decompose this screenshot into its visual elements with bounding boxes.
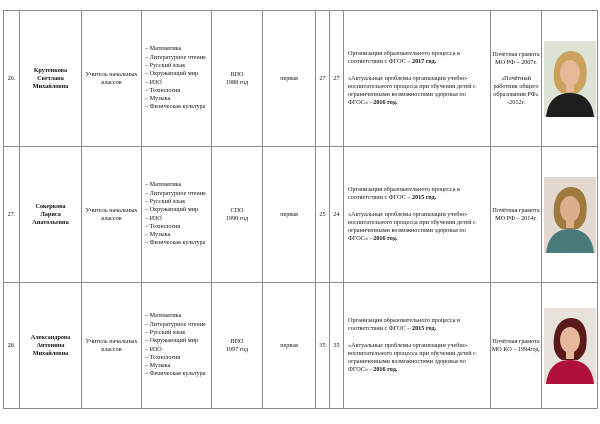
- subject-item: – Русский язык: [145, 61, 186, 69]
- experience-total: 25: [316, 147, 330, 283]
- experience-pedagogical: 35: [330, 283, 344, 409]
- subject-item: – Технология: [145, 86, 181, 94]
- subject-item: – Литературное чтение: [145, 53, 206, 61]
- row-number: 28.: [4, 283, 20, 409]
- experience-pedagogical: 24: [330, 147, 344, 283]
- award-item: Почётная грамота МО РФ – 2014г.: [492, 206, 540, 222]
- teacher-name-line: Антонина: [36, 341, 65, 349]
- teacher-name: [20, 283, 82, 409]
- education-line: ВПО: [230, 70, 244, 78]
- staff-table: [3, 10, 598, 409]
- experience-pedagogical: 27: [330, 11, 344, 147]
- teacher-name-line: Александрова: [30, 333, 71, 341]
- subject-item: – Литературное чтение: [145, 320, 206, 328]
- row-number: 26.: [4, 11, 20, 147]
- subject-item: – Музыка: [145, 362, 171, 370]
- subject-item: – Физическая культура: [145, 103, 206, 111]
- course-item: «Актуальные проблемы организации учебно-воспитательного процесса при обучении детей с ограниченными возможностями здоровья по ФГОС» - 2016 год.: [348, 342, 476, 373]
- teacher-name-line: Крутенкова: [33, 66, 68, 74]
- subjects-list: [145, 312, 211, 378]
- photo-face: [560, 196, 580, 222]
- row-number: 27.: [4, 147, 20, 283]
- award-item: Почётная грамота МО РФ – 2007г.: [492, 50, 540, 66]
- subject-item: – Литературное чтение: [145, 189, 206, 197]
- course-item: «Актуальные проблемы организации учебно-воспитательного процесса при обучении детей с ограниченными возможностями здоровья по ФГОС» - 2016 год.: [348, 211, 476, 242]
- subject-item: – Технология: [145, 222, 181, 230]
- table-body: [4, 11, 598, 409]
- awards-cell: [491, 283, 542, 409]
- education-line: 1990 год: [225, 214, 249, 222]
- subject-item: – Математика: [145, 45, 182, 53]
- course-item: Организация образовательного процесса в соответствии с ФГОС – 2015 год.: [348, 317, 460, 332]
- photo-neck: [566, 220, 574, 228]
- courses-cell: [344, 283, 491, 409]
- award-item: «Почётный работник общего образования РФ» -2012г.: [493, 74, 539, 106]
- teacher-position: Учитель начальных классов: [82, 283, 142, 409]
- teacher-name: [20, 147, 82, 283]
- course-list: [348, 186, 487, 243]
- courses-cell: [344, 147, 491, 283]
- subject-item: – Математика: [145, 312, 182, 320]
- education-cell: [212, 11, 263, 147]
- subjects-cell: [142, 11, 212, 147]
- subjects-list: [145, 181, 211, 247]
- table-row: [4, 283, 598, 409]
- teacher-name-line: Михайловна: [32, 82, 69, 90]
- experience-total: 35: [316, 283, 330, 409]
- course-item: Организация образовательного процесса в соответствии с ФГОС – 2017 год.: [348, 50, 460, 65]
- awards-cell: [491, 11, 542, 147]
- teacher-name-line: Светлана: [37, 74, 64, 82]
- teacher-photo: [544, 308, 596, 384]
- subject-item: – Физическая культура: [145, 370, 206, 378]
- subject-item: – Русский язык: [145, 328, 186, 336]
- subjects-cell: [142, 147, 212, 283]
- subject-item: – Русский язык: [145, 197, 186, 205]
- photo-cell: [542, 11, 598, 147]
- subject-item: – Физическая культура: [145, 239, 206, 247]
- table-row: [4, 11, 598, 147]
- photo-cell: [542, 147, 598, 283]
- course-item: «Актуальные проблемы организации учебно-воспитательного процесса при обучении детей с ограниченными возможностями здоровья по ФГОС» - 2016 год.: [348, 75, 476, 106]
- subject-item: – Окружающий мир: [145, 70, 199, 78]
- teacher-name-line: Анатольевна: [32, 218, 69, 226]
- course-list: [348, 317, 487, 374]
- education-line: 1997 год: [225, 345, 249, 353]
- experience-total: 27: [316, 11, 330, 147]
- teacher-name-line: Лариса: [40, 210, 61, 218]
- subject-item: – ИЗО: [145, 345, 162, 353]
- teacher-position: Учитель начальных классов: [82, 147, 142, 283]
- teacher-name-line: Михайловна: [32, 349, 69, 357]
- photo-neck: [566, 84, 574, 92]
- award-item: Почётная грамота МО КО – 1994год.: [491, 337, 541, 353]
- photo-face: [560, 327, 580, 353]
- subject-item: – Технология: [145, 353, 181, 361]
- photo-cell: [542, 283, 598, 409]
- education-line: 1988 год: [225, 78, 249, 86]
- subject-item: – ИЗО: [145, 78, 162, 86]
- education-line: ВПО: [230, 337, 244, 345]
- subject-item: – ИЗО: [145, 214, 162, 222]
- awards-cell: [491, 147, 542, 283]
- table-row: [4, 147, 598, 283]
- education-cell: [212, 147, 263, 283]
- subject-item: – Окружающий мир: [145, 337, 199, 345]
- teacher-name: [20, 11, 82, 147]
- qualification-category: первая: [263, 11, 316, 147]
- courses-cell: [344, 11, 491, 147]
- subjects-list: [145, 45, 211, 111]
- education-cell: [212, 283, 263, 409]
- subject-item: – Музыка: [145, 231, 171, 239]
- teacher-photo: [544, 41, 596, 117]
- subject-item: – Окружающий мир: [145, 206, 199, 214]
- course-list: [348, 50, 487, 107]
- teacher-name-line: Сокеркова: [35, 202, 66, 210]
- photo-neck: [566, 351, 574, 359]
- photo-face: [560, 60, 580, 86]
- course-item: Организация образовательного процесса в соответствии с ФГОС – 2015 год.: [348, 186, 460, 201]
- qualification-category: первая: [263, 147, 316, 283]
- qualification-category: первая: [263, 283, 316, 409]
- subjects-cell: [142, 283, 212, 409]
- teacher-photo: [544, 177, 596, 253]
- education-line: СПО: [230, 206, 244, 214]
- teacher-position: Учитель начальных классов: [82, 11, 142, 147]
- subject-item: – Музыка: [145, 95, 171, 103]
- subject-item: – Математика: [145, 181, 182, 189]
